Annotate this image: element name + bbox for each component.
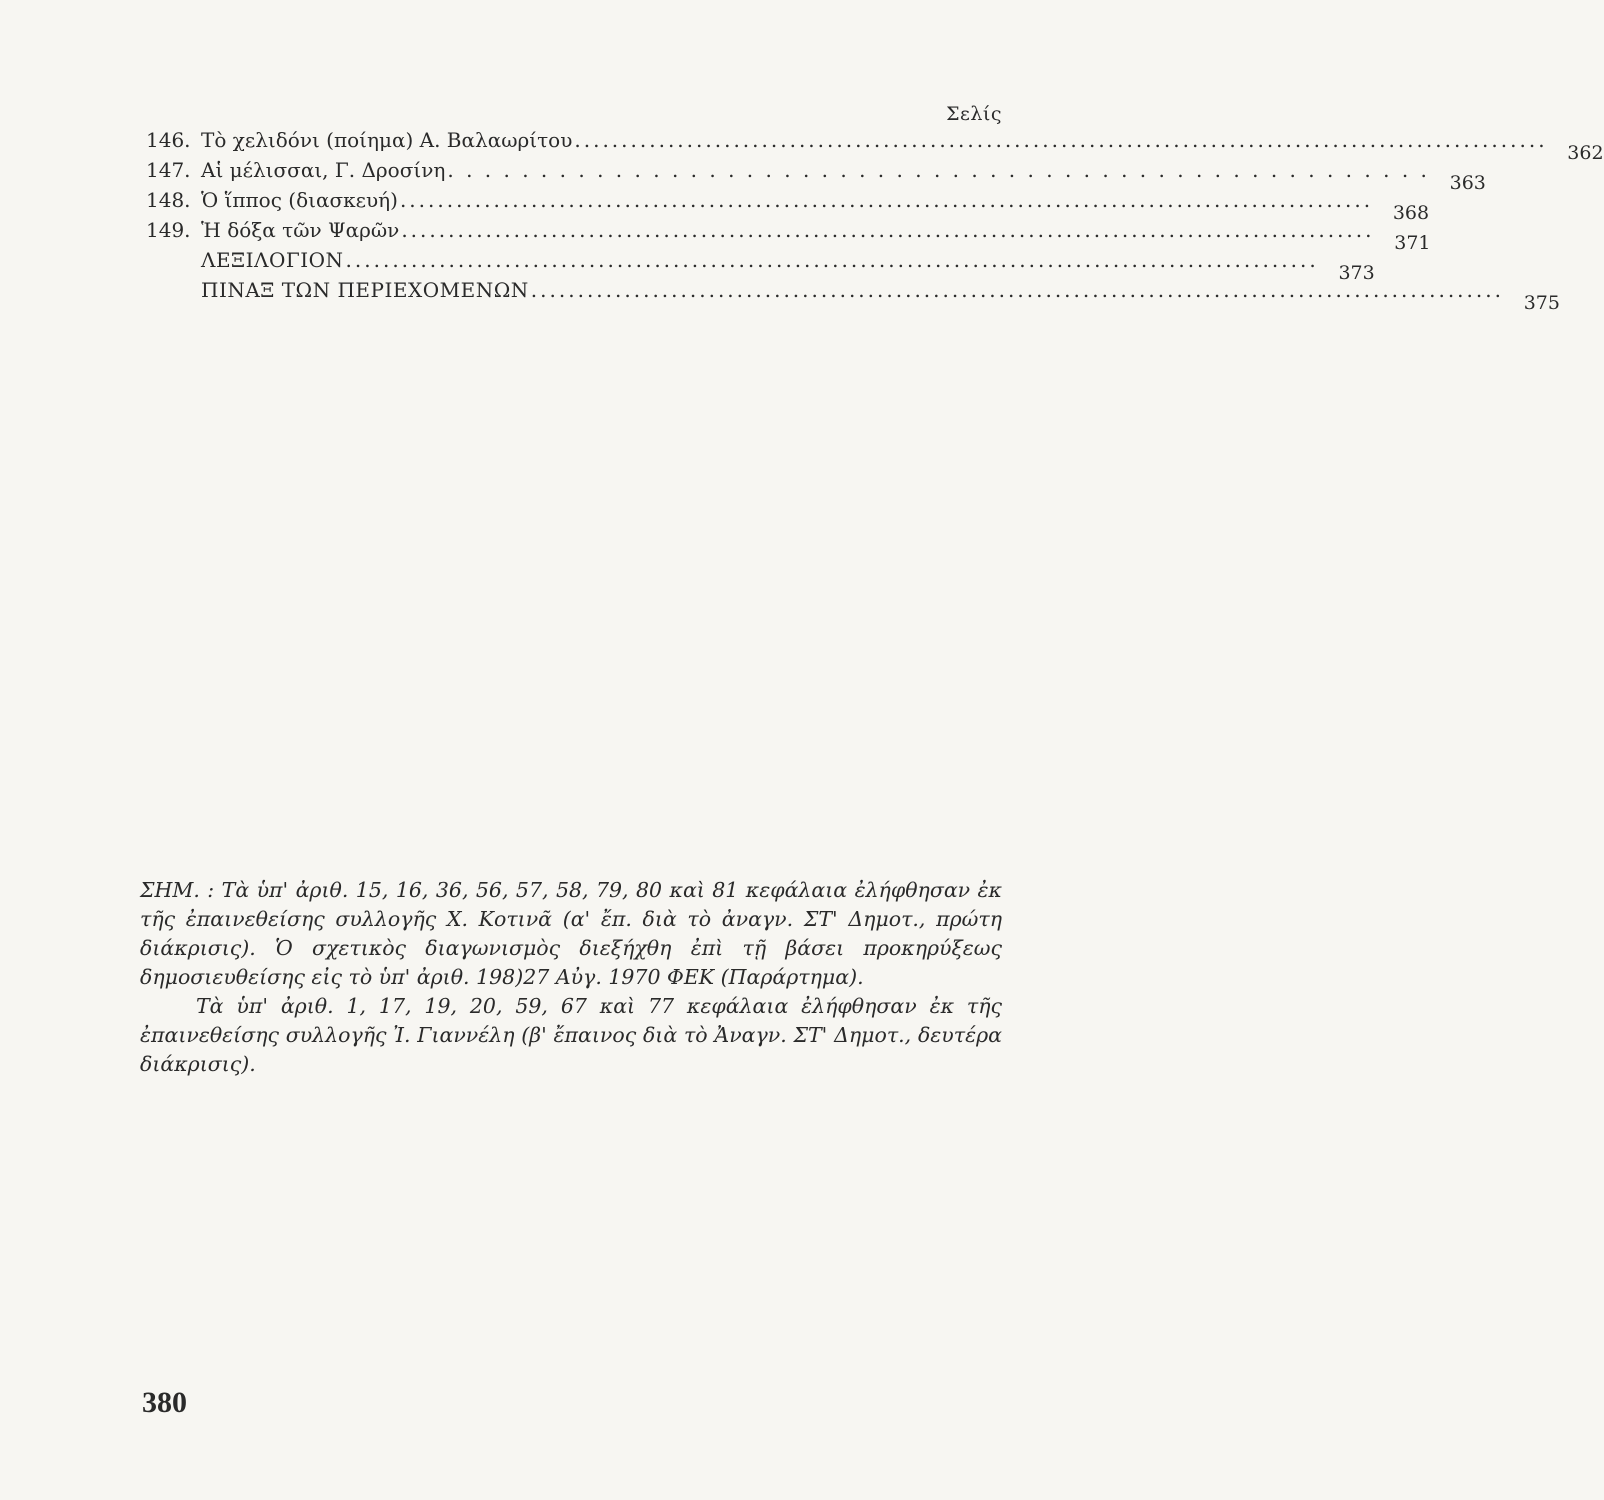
footnote-block bbox=[140, 876, 1002, 1079]
dot-leader: . . . . . . . . . . . . . . . . . . . . . . . . . . . . . . . . . . . . . . . . . . . . . . . . . . . . . bbox=[447, 158, 1430, 182]
toc-entry-number: 148. bbox=[146, 188, 191, 212]
toc-entry-page: 363 bbox=[1449, 172, 1486, 194]
pages-column-header: Σελίς bbox=[946, 103, 1002, 125]
toc-entry-page: 371 bbox=[1394, 232, 1431, 254]
toc-entry-title: ΛΕΞΙΛΟΓΙΟΝ bbox=[201, 248, 344, 272]
footnote-paragraph: Τὰ ὑπ' ἀριθ. 1, 17, 19, 20, 59, 67 καὶ 77 κεφάλαια ἐλήφθησαν ἐκ τῆς ἐπαινεθείσης συλλογῆς Ἰ. Γιαννέλη (β' ἔπαινος διὰ τὸ Ἀναγν. ΣΤ' Δημοτ., δευτέρα διάκρισις). bbox=[140, 994, 1002, 1076]
footnote-paragraph: ΣΗΜ. : Τὰ ὑπ' ἀριθ. 15, 16, 36, 56, 57, 58, 79, 80 καὶ 81 κεφάλαια ἐλήφθησαν ἐκ τῆς ἐπαινεθείσης συλλογῆς Χ. Κοτινᾶ (α' ἔπ. διὰ τὸ ἀναγν. ΣΤ' Δημοτ., πρώτη διάκρισις). Ὁ σχετικὸς διαγωνισμὸς διεξήχθη ἐπὶ τῇ βάσει προκηρύξεως δημοσιευθείσης εἰς τὸ ὑπ' ἀριθ. 198)27 Αὐγ. 1970 ΦΕΚ (Παράρτημα). bbox=[140, 878, 1002, 989]
toc-entry-number: 146. bbox=[146, 128, 191, 152]
toc-entry-title: ΠΙΝΑΞ ΤΩΝ ΠΕΡΙΕΧΟΜΕΝΩΝ bbox=[201, 278, 529, 302]
dot-leader: ........................................................................................................ bbox=[345, 248, 1319, 272]
dot-leader: ........................................................................................................ bbox=[574, 128, 1548, 152]
table-of-contents bbox=[146, 122, 1604, 314]
dot-leader: ........................................................................................................ bbox=[399, 188, 1374, 212]
dot-leader: ........................................................................................................ bbox=[401, 218, 1375, 242]
toc-entry bbox=[146, 152, 1486, 194]
toc-entry-title: Αἱ μέλισσαι, Γ. Δροσίνη bbox=[201, 158, 446, 182]
toc-entry-page: 373 bbox=[1338, 262, 1375, 284]
toc-entry bbox=[146, 182, 1430, 224]
toc-entry bbox=[146, 242, 1375, 284]
toc-entry-page: 368 bbox=[1392, 202, 1430, 224]
toc-entry bbox=[146, 122, 1604, 164]
toc-entry-title: Ἡ δόξα τῶν Ψαρῶν bbox=[201, 218, 400, 242]
toc-entry-page: 362 bbox=[1567, 142, 1604, 164]
toc-entry-number: 147. bbox=[146, 158, 191, 182]
toc-entry-number: 149. bbox=[146, 218, 191, 242]
toc-entry-title: Ὁ ἵππος (διασκευή) bbox=[201, 188, 398, 212]
dot-leader: ........................................................................................................ bbox=[530, 278, 1504, 302]
page-number: 380 bbox=[142, 1386, 187, 1419]
toc-entry-title: Τὸ χελιδόνι (ποίημα) Α. Βαλαωρίτου bbox=[201, 128, 573, 152]
toc-entry-page: 375 bbox=[1523, 292, 1560, 314]
